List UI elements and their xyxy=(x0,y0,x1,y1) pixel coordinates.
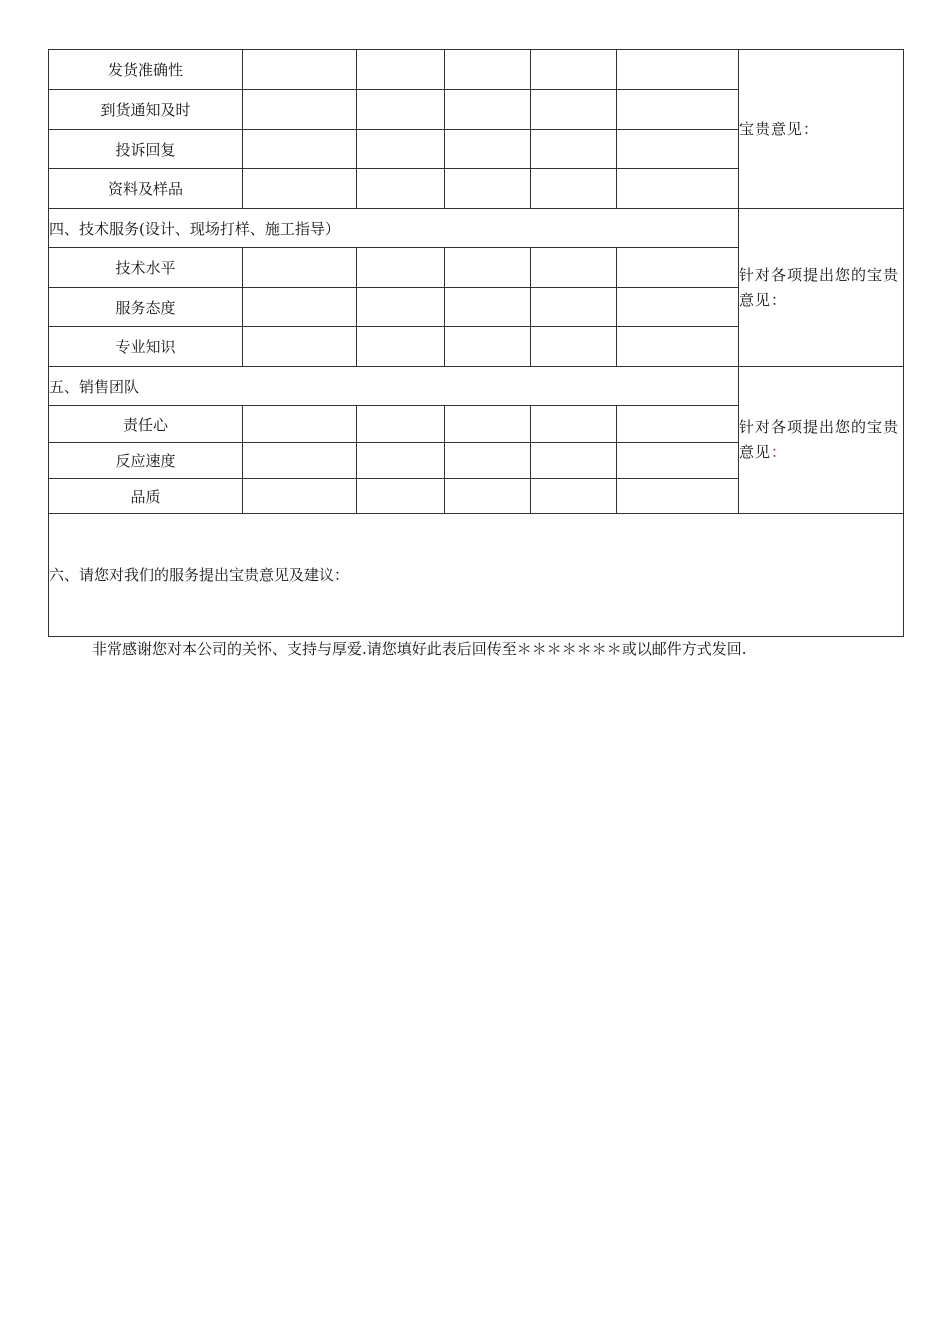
rating-cell[interactable] xyxy=(357,406,445,443)
rating-cell[interactable] xyxy=(617,50,739,90)
rating-cell[interactable] xyxy=(531,90,617,130)
row-label-service-attitude: 服务态度 xyxy=(49,288,243,327)
rating-cell[interactable] xyxy=(531,406,617,443)
rating-cell[interactable] xyxy=(617,443,739,479)
comment-cell-tech[interactable] xyxy=(739,209,904,367)
row-label-response-speed: 反应速度 xyxy=(49,443,243,479)
rating-cell[interactable] xyxy=(357,169,445,209)
row-label-complaint-reply: 投诉回复 xyxy=(49,130,243,169)
rating-cell[interactable] xyxy=(617,479,739,514)
rating-cell[interactable] xyxy=(617,327,739,367)
rating-cell[interactable] xyxy=(243,288,357,327)
rating-cell[interactable] xyxy=(531,288,617,327)
rating-cell[interactable] xyxy=(531,130,617,169)
rating-cell[interactable] xyxy=(445,406,531,443)
row-label-tech-level: 技术水平 xyxy=(49,248,243,288)
rating-cell[interactable] xyxy=(617,406,739,443)
rating-cell[interactable] xyxy=(445,90,531,130)
row-label-responsibility: 责任心 xyxy=(49,406,243,443)
rating-cell[interactable] xyxy=(445,50,531,90)
rating-cell[interactable] xyxy=(531,443,617,479)
rating-cell[interactable] xyxy=(243,479,357,514)
row-label-shipping-accuracy: 发货准确性 xyxy=(49,50,243,90)
rating-cell[interactable] xyxy=(445,169,531,209)
rating-cell[interactable] xyxy=(243,130,357,169)
rating-cell[interactable] xyxy=(445,288,531,327)
comment-label: 宝贵意见： xyxy=(739,119,820,138)
rating-cell[interactable] xyxy=(243,327,357,367)
rating-cell[interactable] xyxy=(243,90,357,130)
rating-cell[interactable] xyxy=(243,169,357,209)
footer-thanks-note: 非常感谢您对本公司的关怀、支持与厚爱.请您填好此表后回传至＊＊＊＊＊＊＊或以邮件方式发回. xyxy=(92,640,747,658)
rating-cell[interactable] xyxy=(531,248,617,288)
rating-cell[interactable] xyxy=(357,327,445,367)
comment-label: 针对各项提出您的宝贵意见 xyxy=(739,418,900,461)
rating-cell[interactable] xyxy=(357,130,445,169)
row-label-expertise: 专业知识 xyxy=(49,327,243,367)
row-label-quality: 品质 xyxy=(49,479,243,514)
rating-cell[interactable] xyxy=(357,288,445,327)
row-label-arrival-notice: 到货通知及时 xyxy=(49,90,243,130)
rating-cell[interactable] xyxy=(617,130,739,169)
rating-cell[interactable] xyxy=(531,50,617,90)
comment-cell-delivery[interactable] xyxy=(739,50,904,209)
section-title-suggestion: 六、请您对我们的服务提出宝贵意见及建议： xyxy=(49,566,350,584)
rating-cell[interactable] xyxy=(357,479,445,514)
rating-cell[interactable] xyxy=(617,288,739,327)
rating-cell[interactable] xyxy=(243,443,357,479)
rating-cell[interactable] xyxy=(531,479,617,514)
section-title-sales: 五、销售团队 xyxy=(49,367,739,406)
comment-cell-sales[interactable] xyxy=(739,367,904,514)
rating-cell[interactable] xyxy=(357,50,445,90)
rating-cell[interactable] xyxy=(617,248,739,288)
rating-cell[interactable] xyxy=(357,248,445,288)
comment-label: 针对各项提出您的宝贵意见： xyxy=(739,265,900,309)
rating-cell[interactable] xyxy=(357,443,445,479)
rating-cell[interactable] xyxy=(445,248,531,288)
rating-cell[interactable] xyxy=(617,90,739,130)
rating-cell[interactable] xyxy=(243,406,357,443)
rating-cell[interactable] xyxy=(531,169,617,209)
rating-cell[interactable] xyxy=(445,479,531,514)
row-label-materials-samples: 资料及样品 xyxy=(49,169,243,209)
survey-form-table xyxy=(48,49,904,637)
comment-label-colon: ： xyxy=(771,443,788,461)
rating-cell[interactable] xyxy=(617,169,739,209)
rating-cell[interactable] xyxy=(531,327,617,367)
rating-cell[interactable] xyxy=(243,248,357,288)
section-title-tech: 四、技术服务(设计、现场打样、施工指导） xyxy=(49,209,739,248)
rating-cell[interactable] xyxy=(243,50,357,90)
suggestion-box[interactable] xyxy=(49,514,904,637)
rating-cell[interactable] xyxy=(445,327,531,367)
rating-cell[interactable] xyxy=(357,90,445,130)
rating-cell[interactable] xyxy=(445,130,531,169)
rating-cell[interactable] xyxy=(445,443,531,479)
